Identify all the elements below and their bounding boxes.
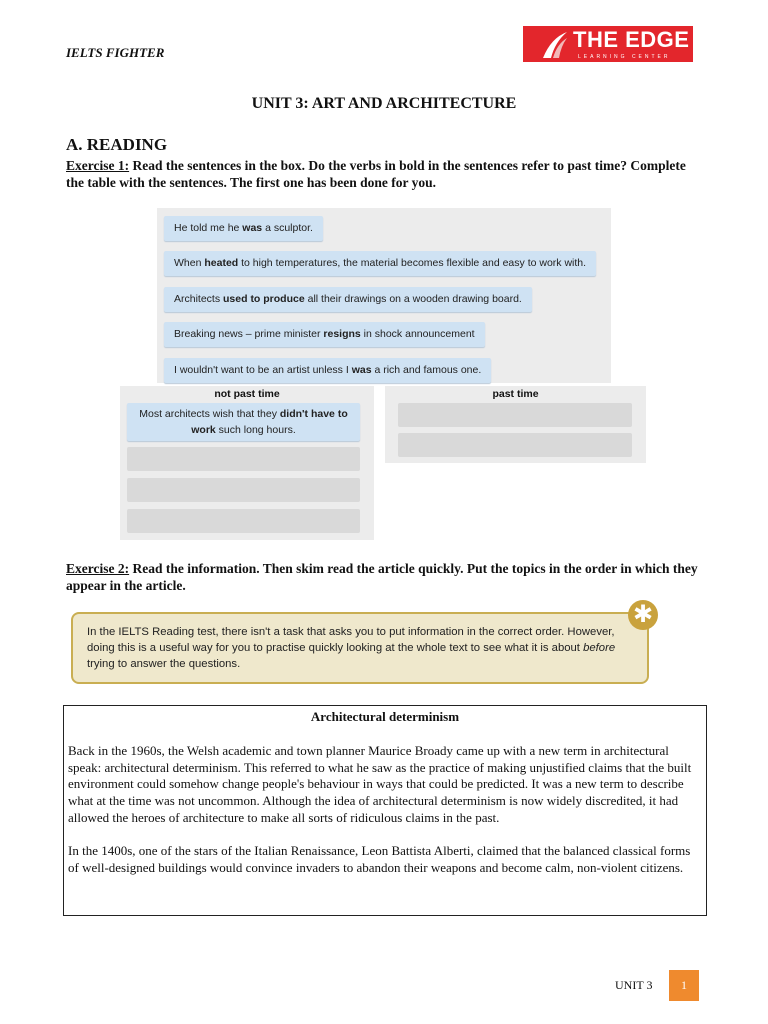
sentence-text: a sculptor. <box>262 222 313 234</box>
footer-unit: UNIT 3 <box>615 978 653 992</box>
sentence-text: a rich and famous one. <box>371 364 482 376</box>
sentence-text: such long hours. <box>215 424 296 436</box>
bold-verb: was <box>242 222 263 234</box>
sentence-chip[interactable] <box>164 251 596 276</box>
sentence-text: Most architects wish that they <box>139 408 280 420</box>
info-box <box>71 612 649 684</box>
star-icon: ✱ <box>628 600 658 630</box>
sentence-chip[interactable] <box>164 216 323 241</box>
exercise1-label: Exercise 1: <box>66 158 130 173</box>
the-edge-logo <box>523 26 693 62</box>
exercise1-instructions <box>66 157 706 191</box>
info-text-end: trying to answer the questions. <box>87 658 241 670</box>
info-text: In the IELTS Reading test, there isn't a task that asks you to put information in the correct order. However, doing this is a useful way for you to practise quickly looking at the whole text to see what it is about <box>87 626 615 654</box>
bold-verb: heated <box>204 257 239 269</box>
bold-verb: didn't have <box>279 408 335 420</box>
example-sentence-chip[interactable] <box>127 403 360 441</box>
bold-verb: used to produce <box>223 293 305 305</box>
sentence-text: Architects <box>174 293 224 305</box>
drop-slot[interactable] <box>398 403 632 427</box>
not-past-header: not past time <box>214 388 280 400</box>
info-emphasis: before <box>583 642 616 654</box>
article-title: Architectural determinism <box>310 709 460 724</box>
past-header: past time <box>492 388 539 400</box>
exercise2-text: Read the information. Then skim read the article quickly. Put the topics in the order in which they appear in the article. <box>66 561 698 593</box>
sentence-text: all their drawings on a wooden drawing board. <box>304 293 522 305</box>
brand-header: IELTS FIGHTER <box>66 45 165 60</box>
article-paragraph: In the 1400s, one of the stars of the Italian Renaissance, Leon Battista Alberti, claimed that the balanced classical forms of well-designed buildings would convince invaders to abandon their weapons and become calm, non-violent citizens. <box>68 842 691 875</box>
sentence-text: He told me he <box>174 222 243 234</box>
drop-slot[interactable] <box>127 447 360 471</box>
exercise2-instructions <box>66 560 706 594</box>
bold-verb: resigns <box>323 328 361 340</box>
sentence-text: in shock announcement <box>360 328 475 340</box>
page-number: 1 <box>669 970 699 1001</box>
page-title: UNIT 3: ART AND ARCHITECTURE <box>251 95 517 112</box>
logo-subtext: LEARNING CENTER <box>578 54 671 60</box>
bold-verb: was <box>351 364 372 376</box>
sentence-text: When <box>174 257 205 269</box>
drop-slot[interactable] <box>127 509 360 533</box>
article-paragraph: Back in the 1960s, the Welsh academic and town planner Maurice Broady came up with a new term in architectural speak: architectural determinism. This referred to what he saw as the practice of making unjustified claims that the built environment could somehow change people's behaviour in ways that could be predicted. It was a new term to describe what at the time was not uncommon. Although the idea of architectural determinism is now widely discredited, it had allowed the heroes of architecture to make all sorts of ridiculous claims in the past. <box>68 742 692 825</box>
drop-slot[interactable] <box>127 478 360 502</box>
bold-verb: to work <box>191 408 348 436</box>
section-heading: A. READING <box>66 135 168 154</box>
drop-slot[interactable] <box>398 433 632 457</box>
sentence-chip[interactable] <box>164 322 485 347</box>
logo-text: THE EDGE <box>573 27 690 52</box>
sentence-chip[interactable] <box>164 287 532 312</box>
exercise1-text: Read the sentences in the box. Do the verbs in bold in the sentences refer to past time? Complete the table with the sentences. The first one has been done for you. <box>66 158 686 190</box>
exercise2-label: Exercise 2: <box>66 561 130 576</box>
sentence-chip[interactable] <box>164 358 491 383</box>
sentence-text: to high temperatures, the material becomes flexible and easy to work with. <box>238 257 587 269</box>
article-box <box>63 705 707 916</box>
logo-swoosh-icon <box>541 30 569 58</box>
sentence-text: Breaking news – prime minister <box>174 328 324 340</box>
sentence-text: I wouldn't want to be an artist unless I <box>174 364 352 376</box>
